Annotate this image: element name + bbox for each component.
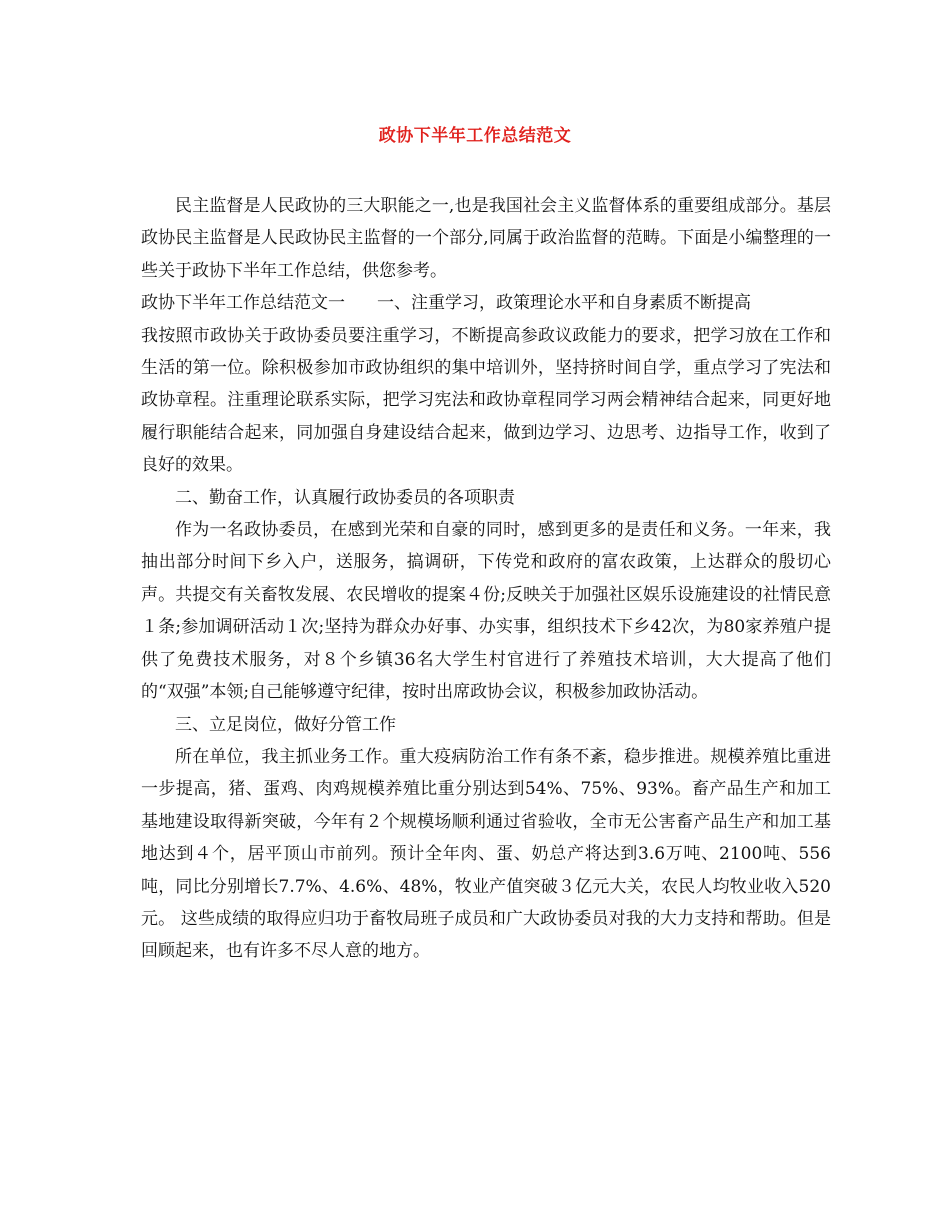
section-2-paragraph: 作为一名政协委员，在感到光荣和自豪的同时，感到更多的是责任和义务。一年来，我抽出部分时间下乡入户，送服务，搞调研，下传党和政府的富农政策，上达群众的殷切心声。共提交有关畜牧发展、农民增收的提案４份;反映关于加强社区娱乐设施建设的社情民意１条;参加调研活动１次;坚持为群众办好事、办实事，组织技术下乡42次，为80家养殖户提供了免费技术服务，对８个乡镇36名大学生村官进行了养殖技术培训，大大提高了他们的“双强”本领;自己能够遵守纪律，按时出席政协会议，积极参加政协活动。 bbox=[141, 520, 831, 703]
section-heading-3: 三、立足岗位，做好分管工作 bbox=[175, 714, 396, 735]
sample-label: 政协下半年工作总结范文一 bbox=[141, 293, 345, 314]
section-heading-2: 二、勤奋工作，认真履行政协委员的各项职责 bbox=[175, 487, 515, 508]
intro-paragraph: 民主监督是人民政协的三大职能之一,也是我国社会主义监督体系的重要组成部分。基层政协民主监督是人民政协民主监督的一个部分,同属于政治监督的范畴。下面是小编整理的一些关于政协下半年工作总结，供您参考。 bbox=[141, 196, 831, 281]
section-3-paragraph: 所在单位，我主抓业务工作。重大疫病防治工作有条不紊，稳步推进。规模养殖比重进一步提高，猪、蛋鸡、肉鸡规模养殖比重分别达到54%、75%、93%。畜产品生产和加工基地建设取得新突破，今年有２个规模场顺利通过省验收，全市无公害畜产品生产和加工基地达到４个，居平顶山市前列。预计全年肉、蛋、奶总产将达到3.6万吨、2100吨、556吨，同比分别增长7.7%、4.6%、48%，牧业产值突破３亿元大关，农民人均牧业收入520元。 这些成绩的取得应归功于畜牧局班子成员和广大政协委员对我的大力支持和帮助。但是回顾起来，也有许多不尽人意的地方。 bbox=[141, 746, 831, 962]
document-title: 政协下半年工作总结范文 bbox=[378, 126, 572, 146]
section-heading-1: 一、注重学习，政策理论水平和自身素质不断提高 bbox=[377, 293, 751, 314]
sample-heading-line bbox=[141, 287, 831, 319]
document-body bbox=[141, 190, 831, 968]
section-1-paragraph: 我按照市政协关于政协委员要注重学习，不断提高参政议政能力的要求，把学习放在工作和生活的第一位。除积极参加市政协组织的集中培训外，坚持挤时间自学，重点学习了宪法和政协章程。注重理论联系实际，把学习宪法和政协章程同学习两会精神结合起来，同更好地履行职能结合起来，同加强自身建设结合起来，做到边学习、边思考、边指导工作，收到了良好的效果。 bbox=[141, 325, 831, 476]
